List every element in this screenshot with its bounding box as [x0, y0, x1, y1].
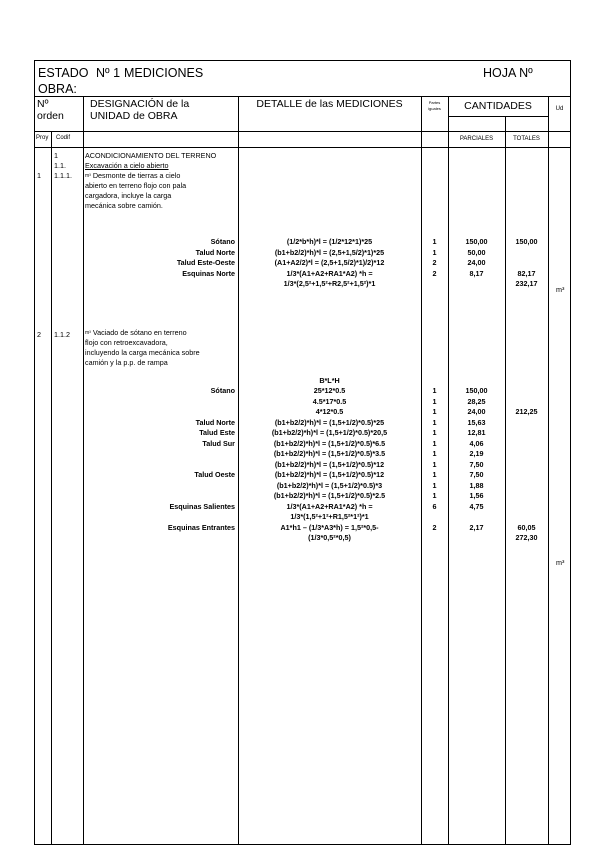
- section1-row-partes: 1: [432, 237, 437, 246]
- section1-subtitle: Excavación a cielo abierto: [85, 161, 169, 170]
- col-designacion-label-1: DESIGNACIÓN de la: [90, 98, 190, 110]
- section1-row-formula: (1/2*b*h)*l = (1/2*12*1)*25: [286, 237, 373, 246]
- hoja-label: HOJA Nº: [483, 66, 533, 80]
- section2-row-label: Talud Sur: [202, 438, 235, 448]
- col-parciales-label: PARCIALES: [459, 136, 494, 142]
- section2-row-formula: 1/3*(A1+A2+RA1*A2) *h =: [286, 501, 373, 511]
- section2-row-parcial: 7,50: [469, 470, 484, 479]
- section2-row-formula: 4*12*0.5: [315, 407, 344, 416]
- section2-row-formula: 1/3*(1,5²+1²+R1,5²*1²)*1: [290, 512, 369, 521]
- col-orden-label-1: Nº: [37, 98, 49, 110]
- section1-row-parcial: 50,00: [467, 247, 486, 257]
- section1-row-parcial: 8,17: [469, 268, 484, 278]
- section2-row-formula: 4.5*17*0.5: [312, 396, 347, 406]
- col-rule-parciales: [505, 116, 506, 845]
- section2-row-formula: A1*h1 – (1/3*A3*h) = 1,5²*0,5-: [280, 522, 379, 532]
- section2-row-label: Talud Norte: [195, 417, 235, 427]
- section2-row-parcial: 2,19: [469, 449, 484, 458]
- col-partes-label-1: Partes: [428, 100, 441, 105]
- col-ud-label: Ud: [555, 106, 564, 112]
- section2-row-partes: 2: [432, 522, 437, 532]
- section2-row-partes: 1: [432, 459, 437, 469]
- section1-row-parcial: 150,00: [465, 237, 488, 246]
- section2-row-total: 272,30: [515, 533, 538, 542]
- obra-label: OBRA:: [38, 82, 77, 96]
- section2-row-parcial: 2,17: [469, 522, 484, 532]
- section2-row-formula: (1/3*0,5²*0,5): [308, 533, 351, 542]
- section1-description-2: abierto en terreno flojo con pala: [85, 181, 187, 190]
- section2-row-label: Talud Este: [199, 428, 235, 437]
- col-rule-totales: [548, 96, 549, 845]
- section1-row-label: Esquinas Norte: [182, 268, 235, 278]
- section1-description-1: [85, 171, 180, 181]
- section1-row-total: 82,17: [517, 268, 536, 278]
- section1-row-partes: 2: [432, 268, 437, 278]
- section2-row-total: 212,25: [515, 407, 538, 416]
- section2-row-parcial: 28,25: [467, 396, 486, 406]
- col-codif-label: Codif: [56, 135, 71, 141]
- col-partes-label-2: iguales: [428, 106, 441, 111]
- section2-row-formula: (b1+b2/2)*h)*l = (1,5+1/2)*0.5)*12: [274, 470, 385, 479]
- col-cantidades-label: CANTIDADES: [464, 100, 532, 112]
- section1-title: ACONDICIONAMIENTO DEL TERRENO: [85, 151, 217, 160]
- estado-number: Nº 1: [96, 66, 121, 80]
- section2-formula-head: B*L*H: [319, 376, 340, 385]
- col-rule-codif: [83, 96, 84, 845]
- section2-row-parcial: 1,56: [469, 491, 484, 500]
- section1-row-partes: 2: [432, 258, 437, 267]
- section2-row-formula: (b1+b2/2)*h)*l = (1,5+1/2)*0.5)*2.5: [273, 491, 386, 500]
- section2-description-3: incluyendo la carga mecánica sobre: [85, 348, 200, 357]
- section1-row-formula: (A1+A2/2)*l = (2,5+1,5/2)*1)/2)*12: [274, 258, 385, 267]
- section2-row-parcial: 12,81: [467, 428, 486, 437]
- section2-row-formula: (b1+b2/2)*h)*l = (1,5+1/2)*0.5)*3.5: [273, 449, 386, 458]
- section1-description-3: cargadora, incluye la carga: [85, 191, 172, 200]
- section1-row-label: Sótano: [210, 237, 235, 246]
- section1-row-formula: 1/3*(A1+A2+RA1*A2) *h =: [286, 268, 373, 278]
- section2-row-partes: 1: [432, 491, 437, 500]
- section2-row-label: Esquinas Salientes: [169, 501, 235, 511]
- section2-row-partes: 1: [432, 438, 437, 448]
- section1-row-partes: 1: [432, 247, 437, 257]
- section2-row-partes: 1: [432, 386, 437, 395]
- section2-row-formula: (b1+b2/2)*h)*l = (1,5+1/2)*0.5)*3: [276, 480, 383, 490]
- section2-row-formula: 25*12*0.5: [313, 386, 346, 395]
- col-orden-label-2: orden: [37, 110, 64, 122]
- subheader-rule: [34, 147, 571, 148]
- section1-orden: 1: [37, 171, 41, 180]
- col-detalle-label: DETALLE de las MEDICIONES: [256, 98, 403, 110]
- mediciones-title: MEDICIONES: [124, 66, 204, 80]
- section2-unit: m³: [556, 558, 565, 567]
- section1-unit-prefix: m³: [85, 173, 91, 179]
- section2-row-parcial: 15,63: [467, 417, 486, 427]
- section2-row-partes: 1: [432, 480, 437, 490]
- section2-row-partes: 1: [432, 396, 437, 406]
- section1-row-label: Talud Este-Oeste: [176, 258, 235, 267]
- section2-row-total: 60,05: [517, 522, 536, 532]
- section1-unit: m³: [556, 285, 565, 294]
- section2-row-parcial: 1,88: [469, 480, 484, 490]
- section1-code-main: 1: [54, 151, 58, 160]
- section1-code-item: 1.1.1.: [54, 171, 72, 180]
- section2-row-parcial: 150,00: [465, 386, 488, 395]
- section2-row-partes: 6: [432, 501, 437, 511]
- section2-row-partes: 1: [432, 417, 437, 427]
- estado-label: ESTADO: [38, 66, 89, 80]
- section2-row-partes: 1: [432, 407, 437, 416]
- section2-row-formula: (b1+b2/2)*h)*l = (1,5+1/2)*0.5)*25: [274, 417, 385, 427]
- section2-row-label: Talud Oeste: [194, 470, 235, 479]
- section2-row-formula: (b1+b2/2)*h)*l = (1,5+1/2)*0.5)*12: [274, 459, 385, 469]
- section1-row-formula: 1/3*(2,5²+1,5²+R2,5²+1,5²)*1: [283, 279, 376, 288]
- section2-row-partes: 1: [432, 470, 437, 479]
- header-rule: [34, 96, 571, 97]
- section2-row-parcial: 4,06: [469, 438, 484, 448]
- col-rule-proy: [51, 131, 52, 845]
- section2-row-label: Esquinas Entrantes: [167, 522, 235, 532]
- col-totales-label: TOTALES: [513, 136, 540, 142]
- section2-code: 1.1.2: [54, 330, 70, 339]
- section1-row-parcial: 24,00: [467, 258, 486, 267]
- section2-unit-prefix: m³: [85, 330, 91, 336]
- section1-code-sub: 1.1.: [54, 161, 66, 170]
- section2-row-partes: 1: [432, 449, 437, 458]
- col-designacion-label-2: UNIDAD de OBRA: [90, 110, 178, 122]
- cantidades-split-rule: [448, 116, 548, 117]
- section2-description-4: camión y la p.p. de rampa: [85, 358, 168, 367]
- section2-row-partes: 1: [432, 428, 437, 437]
- section1-description-4: mecánica sobre camión.: [85, 201, 163, 210]
- col-proy-label: Proy: [36, 135, 49, 141]
- section2-description-1: [85, 328, 187, 338]
- section2-description-2: flojo con retroexcavadora,: [85, 338, 168, 347]
- column-header-rule: [34, 131, 571, 132]
- section2-row-formula: (b1+b2/2)*h)*l = (1,5+1/2)*0.5)*20,5: [271, 428, 388, 437]
- section2-description-text: Vaciado de sótano en terreno: [90, 328, 187, 337]
- section2-row-label: Sótano: [210, 386, 235, 395]
- section2-row-parcial: 24,00: [467, 407, 486, 416]
- section1-description-text: Desmonte de tierras a cielo: [90, 171, 181, 180]
- section1-row-total: 232,17: [515, 279, 538, 288]
- section2-row-parcial: 4,75: [469, 501, 484, 511]
- section2-row-formula: (b1+b2/2)*h)*l = (1,5+1/2)*0.5)*6.5: [273, 438, 386, 448]
- section1-row-formula: (b1+b2/2)*h)*l = (2,5+1,5/2)*1)*25: [274, 247, 385, 257]
- section2-orden: 2: [37, 330, 41, 339]
- section1-row-label: Talud Norte: [195, 247, 235, 257]
- section2-row-parcial: 7,50: [469, 459, 484, 469]
- section1-row-total: 150,00: [515, 237, 538, 246]
